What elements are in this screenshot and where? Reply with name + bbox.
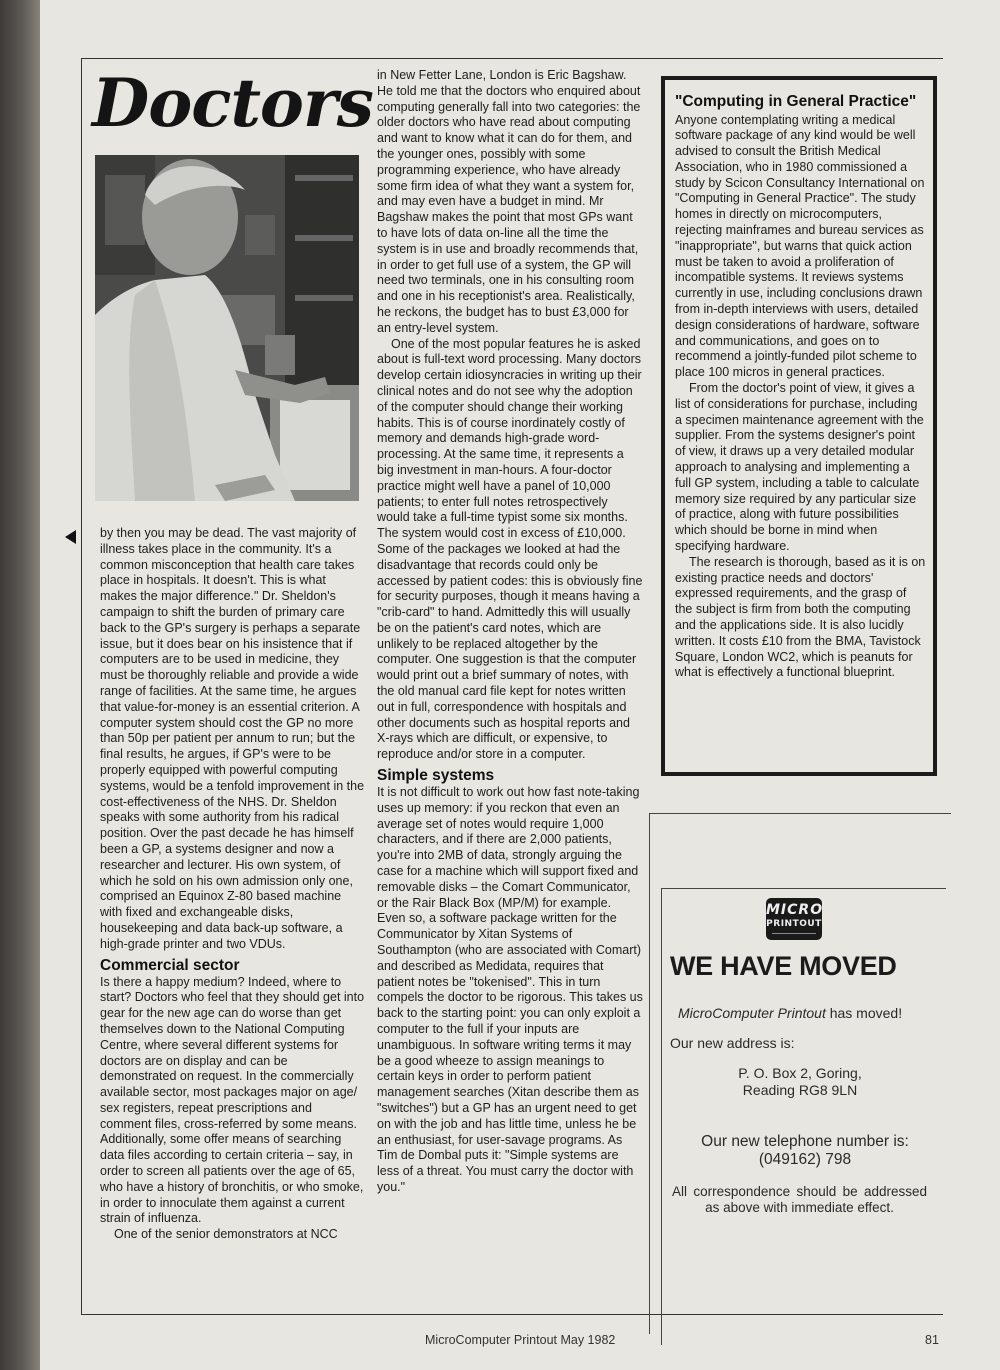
ad-address-line-2: Reading RG8 9LN [742, 1082, 858, 1098]
doctor-photo [95, 155, 359, 501]
book-spine [0, 0, 42, 1370]
continuation-arrow-icon [65, 530, 76, 544]
article-column-1 [100, 526, 365, 1243]
ad-address-line-1: P. O. Box 2, Goring, [738, 1065, 862, 1081]
micro-printout-logo [766, 898, 822, 940]
ad-phone-label: Our new telephone number is: [701, 1133, 909, 1150]
sidebar-title: "Computing in General Practice" [675, 93, 917, 110]
col2-paragraph-1: in New Fetter Lane, London is Eric Bagshaw. He told me that the doctors who enquired about computing generally fall into two categories: the older doctors who have read about computing and want to know what it can do for them, and the younger ones, possibly with some programming experience, who have already some firm idea of what they want a system for, and may even have a budget in mind. Mr Bagshaw makes the point that most GPs want to have lots of data on-line all the time the system is in use and broadly recommends that, in order to get full use of a system, the GP will need two terminals, one in his consulting room and one in his receptionist's area. Realistically, he reckons, the budget has to bust £3,000 for an entry-level system. [377, 68, 641, 335]
article-title: Doctors [92, 64, 373, 142]
sidebar-paragraph-2: From the doctor's point of view, it gives a list of considerations for purchase, including a specimen maintenance agreement with the supplier. From the systems designer's point of view, it draws up a very detailed modular approach to analysing and implementing a full GP system, including a table to calculate memory size required by any particular size of practice, along with future possibilities which should be borne in mind when specifying hardware. [675, 381, 924, 554]
subheading-simple-systems: Simple systems [377, 767, 495, 785]
col1-paragraph-2: Is there a happy medium? Indeed, where to start? Doctors who feel that they should get into gear for the new age can do worse than get themselves down to the National Computing Centre, where several different systems for doctors are on display and can be demonstrated on request. In the commercially available sector, most packages major on age/ sex registers, repeat prescriptions and comment files, cross-referred by some means. Additionally, some offer means of searching data files according to certain criteria – say, in order to screen all patients over the age of 65, who have a history of bronchitis, or who smoke, in order to innoculate them against a current strain of influenza. [100, 974, 365, 1226]
sidebar-content [675, 94, 927, 681]
ad-correspondence-note: All correspondence should be addressed as above with immediate effect. [672, 1184, 927, 1215]
ad-headline: WE HAVE MOVED [670, 951, 897, 981]
ad-moved-text: has moved! [825, 1005, 903, 1021]
page-number: 81 [925, 1333, 939, 1347]
article-column-2 [377, 68, 643, 1196]
ad-address [700, 1065, 900, 1099]
sidebar-paragraph-1: Anyone contemplating writing a medical software package of any kind would be well advised to consult the British Medical Association, who in 1980 commissioned a study by Scicon Consultancy International on "Computing in General Practice". The study homes in directly on microcomputers, rejecting mainframes and bureau services as "inappropriate", but warns that quick action must be taken to avoid a proliferation of incompatible systems. It reviews systems currently in use, including conclusions drawn from in-depth interviews with users, detailed design considerations of hardware, software and communications, and goes on to recommend a jointly-funded pilot scheme to place 100 micros in general practices. [675, 112, 925, 380]
sidebar-paragraph-3: The research is thorough, based as it is on existing practice needs and doctors' expressed requirements, and the grasp of the subject is firm from both the computing and the applications side. It is also lucidly written. It costs £10 from the BMA, Tavistock Square, London WC2, which is peanuts for what is effectively a functional blueprint. [675, 554, 926, 680]
logo-text-micro: MICRO [766, 902, 824, 918]
logo-rule [772, 933, 816, 936]
col2-paragraph-2: One of the most popular features he is asked about is full-text word processing. Many doctors develop certain idiosyncracies in writing up their clinical notes and do not see why the adoption of the computer should change their working habits. This is of course inordinately costly of memory and demands high-grade word-processing. At the same time, it represents a big investment in man-hours. A four-doctor practice might well have a panel of 10,000 patients; to enter full notes retrospectively would take a full-time typist some six months. The system would cost in excess of £10,000. Some of the packages we looked at had the disadvantage that records could only be accessed by patient codes: this is obviously fine for security purposes, though it means having a "crib-card" to hand. Admittedly this will usually be on the patient's card notes, which are unlikely to be replaced altogether by the computer. One suggestion is that the computer would print out a brief summary of notes, with the old manual card file kept for notes written out in full, correspondence with hospitals and other documents such as hospital reports and X-rays which are difficult, or expensive, to reproduce and/or store in a computer. [377, 336, 643, 762]
ad-magazine-name: MicroComputer Printout [678, 1005, 826, 1021]
page-footer: MicroComputer Printout May 1982 [425, 1333, 616, 1347]
doctor-photo-graphic [95, 155, 359, 501]
ad-moved-line [678, 1005, 938, 1022]
ad-address-intro: Our new address is: [670, 1035, 795, 1051]
col1-paragraph-1: by then you may be dead. The vast majority of illness takes place in the community. It's a common misconception that health care takes place in hospitals. It doesn't. This is what makes the major difference." Dr. Sheldon's campaign to shift the burden of primary care back to the GP's surgery is perhaps a separate issue, but it does bear on his insistence that if computers are to be used in medicine, they must be thoroughly reliable and provide a wide range of facilities. At the same time, he argues that value-for-money is an essential criterion. A computer system should cost the GP no more than 50p per patient per annum to run; but the final results, he argues, if GP's were to be properly equipped with powerful computing systems, would be a tenfold improvement in the cost-effectiveness of the NHS. Dr. Sheldon speaks with some authority from his radical position. Over the past decade he has himself been a GP, a systems designer and now a researcher and lecturer. His own system, of which he sold on his own admission only one, comprised an Equinox Z-80 based machine with fixed and exchangeable disks, housekeeping and data back-up software, a high-grade printer and two VDUs. [100, 526, 365, 951]
col2-paragraph-3: It is not difficult to work out how fast note-taking uses up memory: if you reckon that even an average set of notes would require 1,000 characters, and if there are 2,000 patients, you're into 2MB of data, strongly arguing the case for a machine which will support fixed and removable disks – the Comart Communicator, or the Rair Black Box (MP/M) for example. Even so, a software package written for the Communicator by Xitan Systems of Southampton (who are associated with Comart) and described as Medidata, requires that patient notes be "tokenised". This in turn compels the doctor to be rigorous. This takes us back to the starting point: you can only exploit a computer to the full if your inputs are unambiguous. In software writing terms it may be a good wheeze to assign meanings to certain keys in order to perform patient management searches (Xitan describe them as "switches") but a GP has an urgent need to get on with the job and has little time, unless he be an enthusiast, for user-savage programs. As Tim de Dombal puts it: "Simple systems are less of a threat. You must carry the doctor with you." [377, 785, 643, 1194]
col1-paragraph-3: One of the senior demonstrators at NCC [114, 1227, 338, 1242]
subheading-commercial-sector: Commercial sector [100, 956, 240, 974]
logo-text-printout: PRINTOUT [766, 919, 822, 929]
ad-phone-number: (049162) 798 [758, 1151, 852, 1168]
